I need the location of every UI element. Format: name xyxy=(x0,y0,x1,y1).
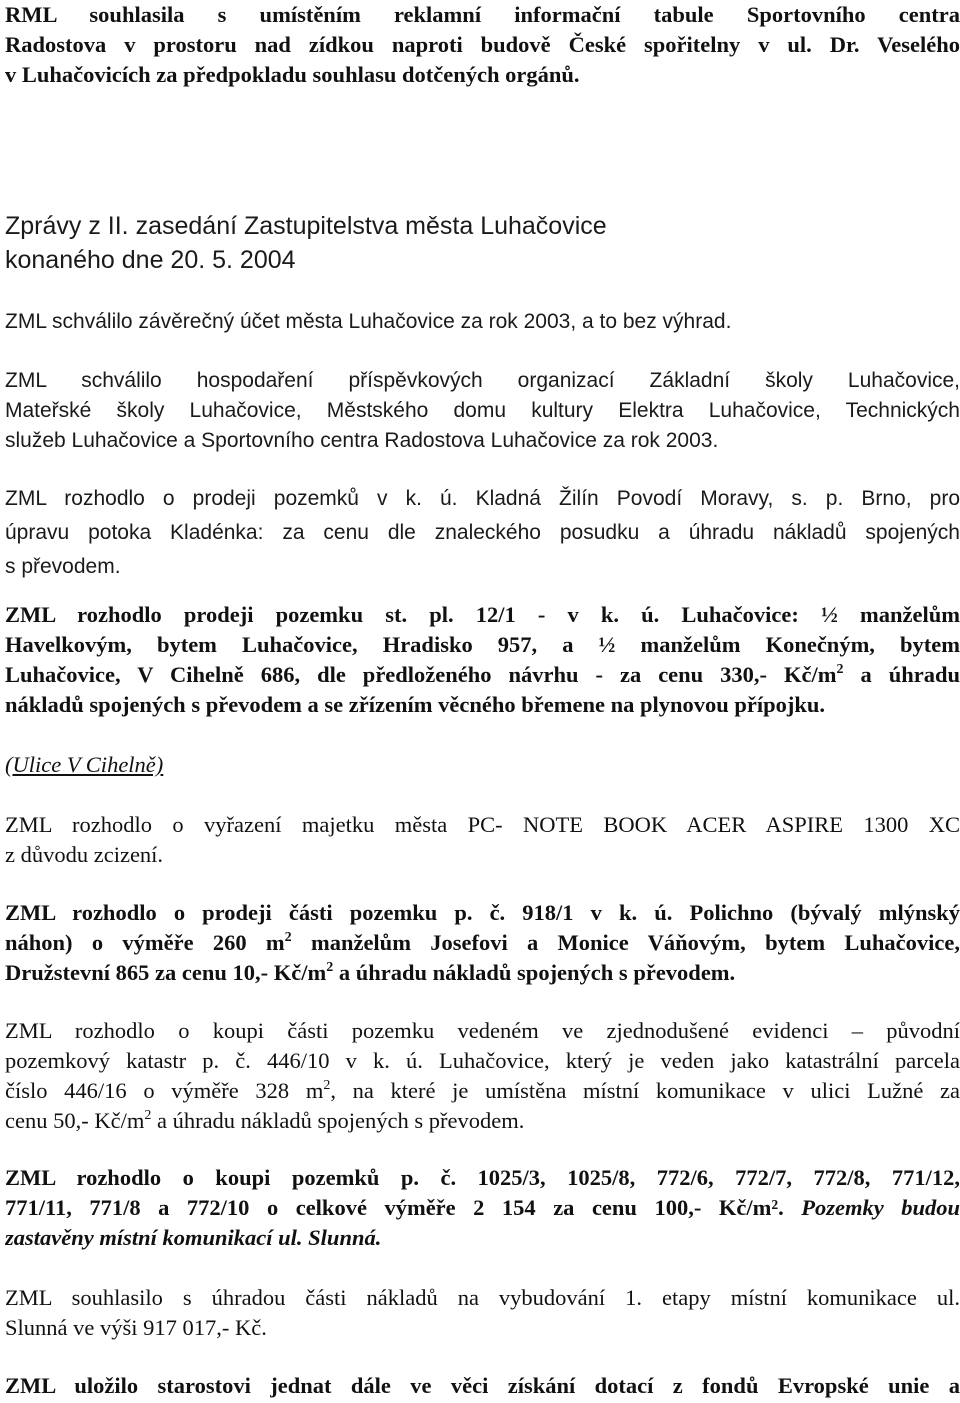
section-heading xyxy=(5,209,960,277)
text-line: (Ulice V Cihelně) xyxy=(5,752,164,777)
superscript: 2 xyxy=(284,930,292,945)
text-line xyxy=(5,1076,960,1106)
text-span: , na které je umístěna místní komunikace v ulici Lužné za xyxy=(330,1078,960,1103)
text-line: Mateřské školy Luhačovice, Městského domu kultury Elektra Luhačovice, Technických xyxy=(5,399,960,422)
superscript: 2 xyxy=(836,662,844,677)
text-line xyxy=(5,958,960,988)
text-line: Slunná ve výši 917 017,- Kč. xyxy=(5,1315,267,1340)
text-line: ZML schválilo hospodaření příspěvkových organizací Základní školy Luhačovice, xyxy=(5,369,960,392)
text-line: ZML uložilo starostovi jednat dále ve věci získání dotací z fondů Evropské unie a xyxy=(5,1373,960,1398)
text-line xyxy=(5,1193,960,1223)
text-line: RML souhlasila s umístěním reklamní informační tabule Sportovního centra xyxy=(5,2,960,27)
text-line: ZML rozhodlo prodeji pozemku st. pl. 12/1 - v k. ú. Luhačovice: ½ manželům xyxy=(5,602,960,627)
paragraph-vyrazeni xyxy=(5,810,960,870)
paragraph-zaverecny-ucet xyxy=(5,305,960,339)
text-line: s převodem. xyxy=(5,555,121,578)
text-line: v Luhačovicích za předpokladu souhlasu dotčených orgánů. xyxy=(5,62,580,87)
text-span: Družstevní 865 za cenu 10,- Kč/m xyxy=(5,960,327,985)
paragraph-prodej-st-pl xyxy=(5,600,960,720)
superscript: 2 xyxy=(144,1108,152,1123)
paragraph-tabule xyxy=(5,0,960,90)
text-span: Luhačovice, V Cihelně 686, dle předloženého návrhu - za cenu 330,- Kč/m xyxy=(5,662,837,687)
text-span: a úhradu xyxy=(843,662,960,687)
text-span: 771/11, 771/8 a 772/10 o celkové výměře 2 154 za cenu 100,- Kč/m². xyxy=(5,1195,784,1220)
paragraph-dotace xyxy=(5,1371,960,1401)
superscript: 2 xyxy=(326,960,334,975)
text-span: Pozemky budou xyxy=(783,1195,960,1220)
superscript: 2 xyxy=(323,1078,331,1093)
paragraph-uhrada-nakladu xyxy=(5,1283,960,1343)
text-line: úpravu potoka Kladénka: za cenu dle znaleckého posudku a úhradu nákladů spojených xyxy=(5,521,960,544)
text-line: ZML rozhodlo o koupi části pozemku vedeném ve zjednodušené evidenci – původní xyxy=(5,1018,960,1043)
text-line: pozemkový katastr p. č. 446/10 v k. ú. Luhačovice, který je veden jako katastrální parcela xyxy=(5,1048,960,1073)
text-line xyxy=(5,1106,960,1136)
paragraph-koupe-slunna xyxy=(5,1163,960,1253)
text-line: ZML rozhodlo o prodeji pozemků v k. ú. Kladná Žilín Povodí Moravy, s. p. Brno, pro xyxy=(5,487,960,510)
text-span: náhon) o výměře 260 m xyxy=(5,930,285,955)
text-line: nákladů spojených s převodem a se zřízením věcného břemene na plynovou přípojku. xyxy=(5,692,826,717)
paragraph-prodej-povodi xyxy=(5,482,960,584)
text-line: zastavěny místní komunikací ul. Slunná. xyxy=(5,1225,382,1250)
text-line xyxy=(5,660,960,690)
text-line: ZML rozhodlo o vyřazení majetku města PC- NOTE BOOK ACER ASPIRE 1300 XC xyxy=(5,812,960,837)
paragraph-prodej-polichno xyxy=(5,898,960,988)
text-span: číslo 446/16 o výměře 328 m xyxy=(5,1078,324,1103)
heading-line: Zprávy z II. zasedání Zastupitelstva města Luhačovice xyxy=(5,212,607,240)
paragraph-hospodareni xyxy=(5,366,960,456)
text-span: cenu 50,- Kč/m xyxy=(5,1108,145,1133)
text-line: služeb Luhačovice a Sportovního centra Radostova Luhačovice za rok 2003. xyxy=(5,429,719,452)
text-line: z důvodu zcizení. xyxy=(5,842,164,867)
heading-line: konaného dne 20. 5. 2004 xyxy=(5,246,296,274)
text-line: ZML rozhodlo o koupi pozemků p. č. 1025/3, 1025/8, 772/6, 772/7, 772/8, 771/12, xyxy=(5,1165,960,1190)
text-line: ZML schválilo závěrečný účet města Luhačovice za rok 2003, a to bez výhrad. xyxy=(5,310,732,333)
street-note xyxy=(5,750,960,780)
text-span: a úhradu nákladů spojených s převodem. xyxy=(151,1108,525,1133)
text-span: manželům Josefovi a Monice Váňovým, bytem Luhačovice, xyxy=(291,930,960,955)
text-line xyxy=(5,928,960,958)
text-line: ZML rozhodlo o prodeji části pozemku p. č. 918/1 v k. ú. Polichno (bývalý mlýnský xyxy=(5,900,960,925)
text-span: a úhradu nákladů spojených s převodem. xyxy=(333,960,736,985)
text-line: Radostova v prostoru nad zídkou naproti budově České spořitelny v ul. Dr. Veselého xyxy=(5,32,960,57)
paragraph-koupe-lu-zne xyxy=(5,1016,960,1136)
text-line: ZML souhlasilo s úhradou části nákladů na vybudování 1. etapy místní komunikace ul. xyxy=(5,1285,960,1310)
text-line: Havelkovým, bytem Luhačovice, Hradisko 957, a ½ manželům Konečným, bytem xyxy=(5,632,960,657)
